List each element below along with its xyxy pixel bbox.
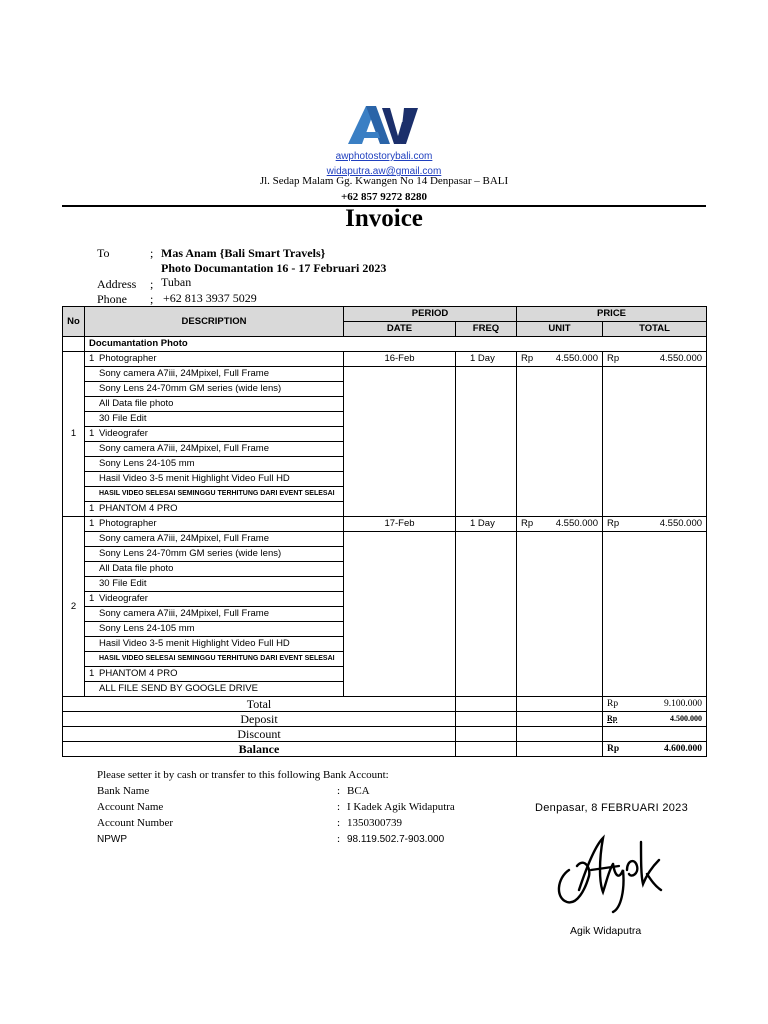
to-sep: ; <box>150 246 154 260</box>
address-sep: ; <box>150 277 154 291</box>
bank-value: BCA <box>347 785 370 797</box>
bank-colon: : <box>337 801 341 813</box>
table-row <box>63 682 707 697</box>
table-row <box>63 592 707 607</box>
item-date: 17-Feb <box>344 517 456 532</box>
bank-row <box>97 815 455 831</box>
company-phone: +62 857 9272 8280 <box>340 191 428 203</box>
table-row <box>63 427 707 442</box>
bank-table <box>97 783 455 847</box>
address-label: Address <box>97 277 137 291</box>
col-date: DATE <box>344 322 456 337</box>
bank-row <box>97 799 455 815</box>
table-row <box>63 502 707 517</box>
item-description: ALL FILE SEND BY GOOGLE DRIVE <box>85 682 344 697</box>
table-row <box>63 652 707 667</box>
signer-name: Agik Widaputra <box>570 925 642 937</box>
col-no: No <box>63 307 85 337</box>
item-qty: 1 <box>89 353 95 364</box>
bank-value: I Kadek Agik Widaputra <box>347 801 455 813</box>
item-description: Sony camera A7iii, 24Mpixel, Full Frame <box>85 532 344 547</box>
col-total: TOTAL <box>603 322 707 337</box>
summary-row <box>63 712 707 727</box>
summary-value: Rp 4.500.000 <box>603 712 707 727</box>
table-row <box>63 487 707 502</box>
item-description: 1 Videografer <box>85 592 344 607</box>
bank-colon: : <box>337 817 341 829</box>
table-row <box>63 622 707 637</box>
table-row <box>63 367 707 382</box>
bank-label: Bank Name <box>97 785 150 797</box>
address-value: Tuban <box>161 275 192 289</box>
bank-value: 1350300739 <box>347 817 402 829</box>
summary-value: Rp 9.100.000 <box>603 697 707 712</box>
col-period: PERIOD <box>344 307 517 322</box>
item-unit: Rp 4.550.000 <box>517 517 603 532</box>
logo-aw <box>346 104 422 146</box>
item-description: Hasil Video 3-5 menit Highlight Video Full HD <box>85 637 344 652</box>
item-description: 30 File Edit <box>85 412 344 427</box>
summary-label: Total <box>63 697 456 712</box>
table-row <box>63 397 707 412</box>
table-row <box>63 667 707 682</box>
signature-image <box>555 830 665 915</box>
item-total: Rp 4.550.000 <box>603 352 707 367</box>
item-description: Sony Lens 24-70mm GM series (wide lens) <box>85 547 344 562</box>
bank-intro: Please setter it by cash or transfer to this following Bank Account: <box>97 769 389 781</box>
item-description: Sony camera A7iii, 24Mpixel, Full Frame <box>85 607 344 622</box>
col-freq: FREQ <box>456 322 517 337</box>
table-row <box>63 412 707 427</box>
bank-colon: : <box>337 785 341 797</box>
company-address: Jl. Sedap Malam Gg. Kwangen No 14 Denpasar – BALI <box>259 175 509 187</box>
item-description: Sony camera A7iii, 24Mpixel, Full Frame <box>85 367 344 382</box>
email-link[interactable]: widaputra.aw@gmail.com <box>326 166 442 177</box>
table-row <box>63 472 707 487</box>
item-description: Sony Lens 24-70mm GM series (wide lens) <box>85 382 344 397</box>
item-description: Sony Lens 24-105 mm <box>85 457 344 472</box>
item-freq: 1 Day <box>456 352 517 367</box>
bank-label: Account Name <box>97 801 164 813</box>
invoice-table <box>62 306 707 757</box>
table-row <box>63 637 707 652</box>
item-description: 30 File Edit <box>85 577 344 592</box>
item-description: All Data file photo <box>85 562 344 577</box>
summary-value <box>603 727 707 742</box>
invoice-title: Invoice <box>345 205 423 232</box>
bank-colon: : <box>337 833 341 845</box>
col-price: PRICE <box>517 307 707 322</box>
item-description: 1 Videografer <box>85 427 344 442</box>
project-title: Photo Documantation 16 - 17 Februari 2023 <box>161 261 387 275</box>
item-qty: 1 <box>89 518 95 529</box>
summary-row <box>63 697 707 712</box>
item-description: 1 PHANTOM 4 PRO <box>85 502 344 517</box>
item-qty: 1 <box>89 503 95 514</box>
item-qty: 1 <box>89 593 95 604</box>
table-row <box>63 382 707 397</box>
row-number: 1 <box>63 352 85 517</box>
section-label: Documantation Photo <box>85 337 344 352</box>
summary-label: Deposit <box>63 712 456 727</box>
table-row <box>63 517 707 532</box>
item-description: 1 PHANTOM 4 PRO <box>85 667 344 682</box>
website-link[interactable]: awphotostorybali.com <box>335 151 433 162</box>
bank-row <box>97 831 455 847</box>
item-description: All Data file photo <box>85 397 344 412</box>
item-description: 1 Photographer <box>85 352 344 367</box>
col-unit: UNIT <box>517 322 603 337</box>
phone-value: +62 813 3937 5029 <box>163 291 257 305</box>
bank-label: Account Number <box>97 817 174 829</box>
item-description: 1 Photographer <box>85 517 344 532</box>
bank-label: NPWP <box>97 833 127 845</box>
table-row <box>63 607 707 622</box>
to-label: To <box>97 246 110 260</box>
item-description: HASIL VIDEO SELESAI SEMINGGU TERHITUNG DARI EVENT SELESAI <box>85 487 344 502</box>
item-qty: 1 <box>89 428 95 439</box>
table-row <box>63 577 707 592</box>
table-row <box>63 532 707 547</box>
table-row <box>63 457 707 472</box>
item-qty: 1 <box>89 668 95 679</box>
item-freq: 1 Day <box>456 517 517 532</box>
phone-label: Phone <box>97 292 127 306</box>
to-value: Mas Anam {Bali Smart Travels} <box>161 246 326 260</box>
summary-row <box>63 727 707 742</box>
table-row <box>63 442 707 457</box>
item-date: 16-Feb <box>344 352 456 367</box>
phone-sep: ; <box>150 292 154 306</box>
bank-row <box>97 783 455 799</box>
summary-row <box>63 742 707 757</box>
table-row <box>63 352 707 367</box>
item-description: Hasil Video 3-5 menit Highlight Video Full HD <box>85 472 344 487</box>
item-total: Rp 4.550.000 <box>603 517 707 532</box>
summary-label: Discount <box>63 727 456 742</box>
summary-label: Balance <box>63 742 456 757</box>
item-description: Sony camera A7iii, 24Mpixel, Full Frame <box>85 442 344 457</box>
table-row <box>63 562 707 577</box>
item-description: HASIL VIDEO SELESAI SEMINGGU TERHITUNG DARI EVENT SELESAI <box>85 652 344 667</box>
row-number: 2 <box>63 517 85 697</box>
summary-value: Rp 4.600.000 <box>603 742 707 757</box>
bank-value: 98.119.502.7-903.000 <box>347 833 445 845</box>
item-description: Sony Lens 24-105 mm <box>85 622 344 637</box>
place-date: Denpasar, 8 FEBRUARI 2023 <box>535 802 689 814</box>
item-unit: Rp 4.550.000 <box>517 352 603 367</box>
col-description: DESCRIPTION <box>85 307 344 337</box>
table-row <box>63 547 707 562</box>
